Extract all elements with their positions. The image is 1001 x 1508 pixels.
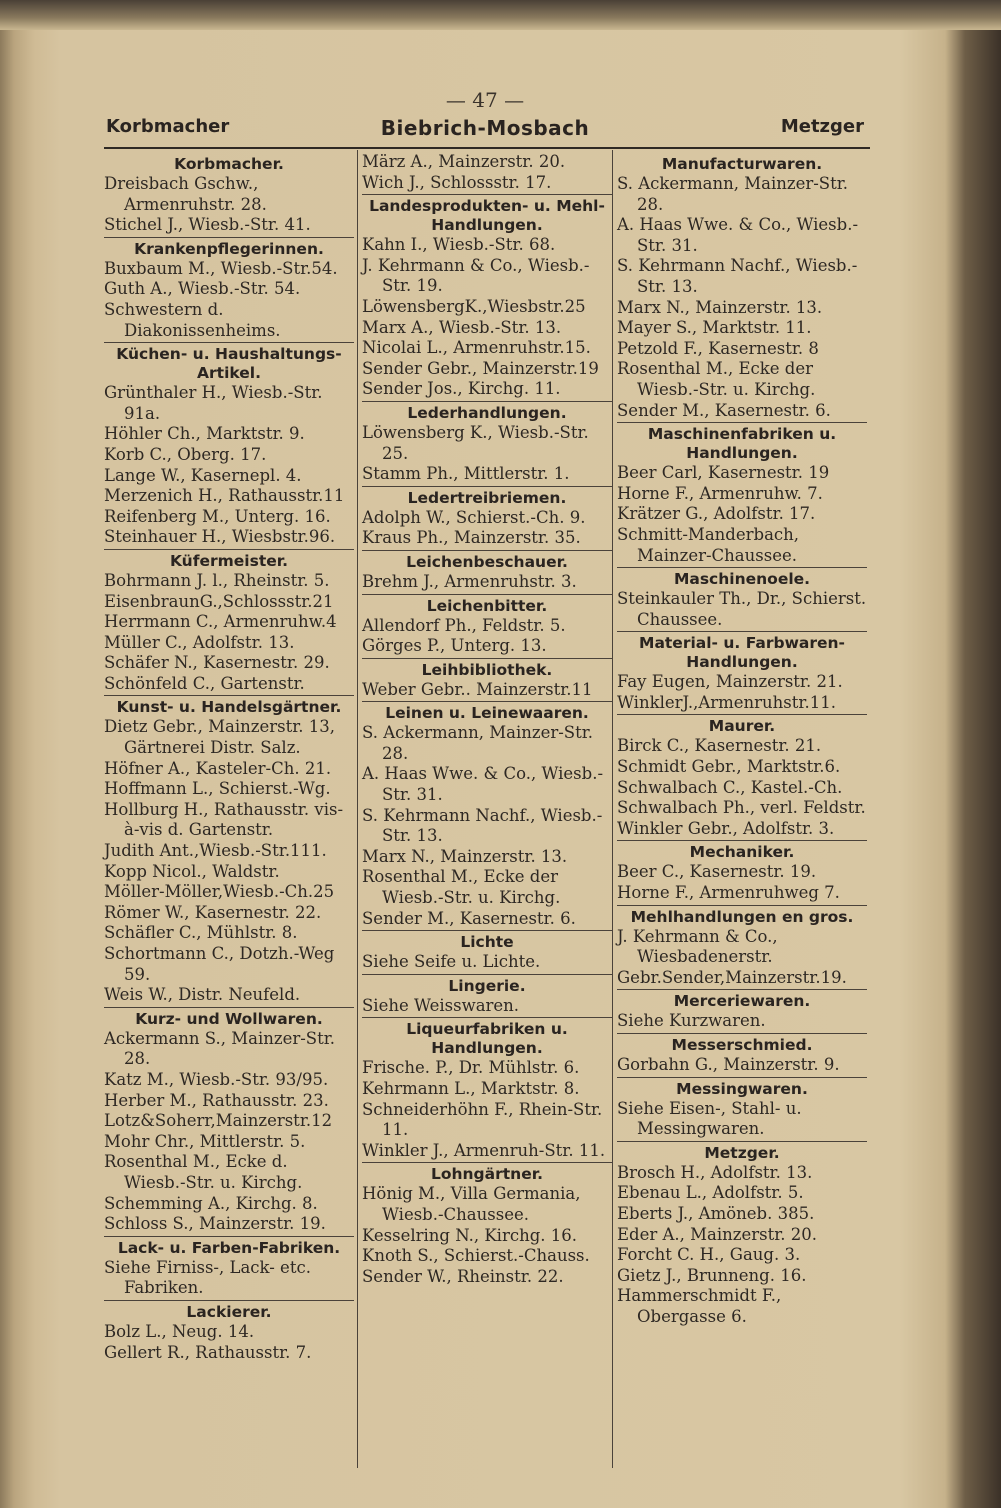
- directory-entry: Höhler Ch., Marktstr. 9.: [104, 424, 305, 444]
- section-heading: Lichte: [362, 930, 612, 952]
- directory-entry: Adolph W., Schierst.-Ch. 9.: [362, 507, 586, 527]
- section-heading: Maschinenfabriken u. Handlungen.: [617, 422, 867, 463]
- directory-section: [104, 549, 354, 695]
- directory-entry: Reifenberg M., Unterg. 16.: [104, 506, 331, 526]
- section-heading: Leinen u. Leinewaaren.: [362, 701, 612, 723]
- section-heading: Lingerie.: [362, 974, 612, 996]
- directory-entry: Bohrmann J. l., Rheinstr. 5.: [104, 570, 330, 590]
- directory-section: [104, 342, 354, 548]
- directory-section: [104, 1007, 354, 1235]
- directory-entry: Lange W., Kasernepl. 4.: [104, 465, 302, 485]
- directory-entry: Brosch H., Adolfstr. 13.: [617, 1162, 813, 1182]
- section-heading: Lack- u. Farben-Fabriken.: [104, 1236, 354, 1258]
- section-heading: Küchen- u. Haushaltungs-Artikel.: [104, 342, 354, 383]
- section-heading: Kurz- und Wollwaren.: [104, 1007, 354, 1029]
- directory-entry: Sender M., Kasernestr. 6.: [362, 908, 576, 928]
- directory-entry: Siehe Weisswaren.: [362, 995, 520, 1015]
- directory-entry: Kesselring N., Kirchg. 16.: [362, 1225, 577, 1245]
- directory-entry: Winkler Gebr., Adolfstr. 3.: [617, 818, 835, 838]
- section-heading: Korbmacher.: [174, 155, 284, 173]
- directory-entry: Schmitt-Manderbach, Mainzer-Chaussee.: [617, 524, 800, 565]
- directory-entry: S. Ackermann, Mainzer-Str. 28.: [362, 723, 594, 763]
- directory-entry: Steinhauer H., Wiesbstr.96.: [104, 527, 336, 547]
- section-heading: Messerschmied.: [617, 1033, 867, 1055]
- section-heading: Küfermeister.: [104, 549, 354, 571]
- directory-entry: S. Kehrmann Nachf., Wiesb.-Str. 13.: [617, 256, 858, 296]
- directory-entry: Bolz L., Neug. 14.: [104, 1321, 255, 1341]
- directory-section: [362, 658, 612, 701]
- directory-entry: Frische. P., Dr. Mühlstr. 6.: [362, 1058, 580, 1078]
- section-heading: Leichenbitter.: [362, 594, 612, 616]
- directory-section: [104, 1300, 354, 1363]
- section-heading: Leihbibliothek.: [362, 658, 612, 680]
- directory-entry: Gorbahn G., Mainzerstr. 9.: [617, 1055, 840, 1074]
- directory-entry: A. Haas Wwe. & Co., Wiesb.-Str. 31.: [362, 764, 604, 805]
- running-head-center: Biebrich-Mosbach: [380, 116, 590, 140]
- directory-entry: Kehrmann L., Marktstr. 8.: [362, 1079, 580, 1098]
- directory-section: [362, 594, 612, 657]
- directory-section: [617, 1077, 867, 1140]
- directory-entry: Herrmann C., Armenruhw.4: [104, 612, 337, 632]
- directory-section: [617, 714, 867, 839]
- directory-entry: Weis W., Distr. Neufeld.: [104, 985, 301, 1005]
- section-heading: Maurer.: [617, 714, 867, 736]
- directory-entry: Knoth S., Schierst.-Chauss.: [362, 1246, 590, 1266]
- section-heading: Landesprodukten- u. Mehl-Handlungen.: [362, 194, 612, 235]
- section-heading: Lederhandlungen.: [362, 401, 612, 423]
- directory-entry: Nicolai L., Armenruhstr.15.: [362, 338, 591, 358]
- directory-entry: Rosenthal M., Ecke d. Wiesb.-Str. u. Kirchg.: [104, 1152, 303, 1192]
- column-divider-2: [612, 150, 613, 1468]
- directory-entry: S. Kehrmann Nachf., Wiesb.-Str. 13.: [362, 805, 603, 846]
- directory-entry: Stamm Ph., Mittlerstr. 1.: [362, 464, 570, 484]
- directory-entry: Gellert R., Rathausstr. 7.: [104, 1342, 312, 1362]
- directory-entry: S. Ackermann, Mainzer-Str. 28.: [617, 174, 849, 214]
- directory-entry: Hammerschmidt F., Obergasse 6.: [617, 1286, 782, 1326]
- directory-section: [104, 237, 354, 341]
- directory-entry: Römer W., Kasernestr. 22.: [104, 902, 322, 922]
- directory-entry: Höfner A., Kasteler-Ch. 21.: [104, 758, 332, 778]
- directory-entry: Dietz Gebr., Mainzerstr. 13, Gärtnerei Distr. Salz.: [104, 717, 336, 758]
- directory-entry: Allendorf Ph., Feldstr. 5.: [362, 615, 566, 635]
- directory-entry: Görges P., Unterg. 13.: [362, 636, 547, 656]
- directory-entry: Weber Gebr.. Mainzerstr.11: [362, 679, 593, 699]
- section-heading: Merceriewaren.: [617, 989, 867, 1011]
- directory-entry: Fay Eugen, Mainzerstr. 21.: [617, 672, 843, 692]
- section-heading: Krankenpflegerinnen.: [104, 237, 354, 259]
- directory-entry: Löwensberg K., Wiesb.-Str. 25.: [362, 422, 589, 463]
- directory-entry: Birck C., Kasernestr. 21.: [617, 736, 822, 756]
- directory-section: [617, 153, 867, 421]
- directory-entry: Schwestern d. Diakonissenheims.: [104, 299, 281, 340]
- directory-section: [104, 695, 354, 1005]
- section-heading: Ledertreibriemen.: [362, 486, 612, 508]
- directory-entry: Mohr Chr., Mittlerstr. 5.: [104, 1131, 306, 1151]
- directory-section: [617, 1033, 867, 1076]
- section-heading: Manufacturwaren.: [661, 155, 823, 173]
- directory-entry: Horne F., Armenruhweg 7.: [617, 883, 840, 903]
- directory-entry: Krätzer G., Adolfstr. 17.: [617, 504, 816, 524]
- directory-entry: Steinkauler Th., Dr., Schierst. Chaussee.: [617, 589, 867, 629]
- directory-entry: Sender Gebr., Mainzerstr.19: [362, 358, 599, 378]
- directory-entry: Ebenau L., Adolfstr. 5.: [617, 1183, 804, 1203]
- directory-entry: Schönfeld C., Gartenstr.: [104, 673, 305, 693]
- directory-entry: Sender W., Rheinstr. 22.: [362, 1266, 564, 1286]
- directory-entry: EisenbraunG.,Schlossstr.21: [104, 591, 334, 611]
- directory-entry: Sender Jos., Kirchg. 11.: [362, 379, 561, 399]
- directory-entry: WinklerJ.,Armenruhstr.11.: [617, 692, 836, 712]
- directory-entry: Schäfler C., Mühlstr. 8.: [104, 923, 298, 943]
- running-head-right: Metzger: [780, 116, 864, 137]
- directory-entry: Schortmann C., Dotzh.-Weg 59.: [104, 944, 335, 984]
- directory-entry: Siehe Seife u. Lichte.: [362, 952, 541, 972]
- directory-entry: Rosenthal M., Ecke der Wiesb.-Str. u. Kirchg.: [362, 867, 561, 908]
- directory-entry: Marx N., Mainzerstr. 13.: [362, 846, 568, 866]
- directory-entry: Mayer S., Marktstr. 11.: [617, 318, 812, 338]
- column-1: [104, 152, 354, 1363]
- directory-section: [362, 486, 612, 549]
- directory-section: [104, 153, 354, 236]
- directory-entry: Gietz J., Brunneng. 16.: [617, 1265, 807, 1285]
- directory-entry: Kahn I., Wiesb.-Str. 68.: [362, 235, 556, 255]
- directory-section: [362, 401, 612, 485]
- directory-section: [362, 550, 612, 593]
- directory-entry: Forcht C. H., Gaug. 3.: [617, 1245, 801, 1265]
- section-heading: Maschinenoele.: [617, 567, 867, 589]
- directory-entry: März A., Mainzerstr. 20.: [362, 152, 566, 171]
- section-heading: Messingwaren.: [617, 1077, 867, 1099]
- section-heading: Leichenbeschauer.: [362, 550, 612, 572]
- directory-entry: Lotz&Soherr,Mainzerstr.12: [104, 1111, 333, 1131]
- header-rule: [104, 147, 870, 149]
- directory-entry: Herber M., Rathausstr. 23.: [104, 1090, 329, 1110]
- directory-entry: Eberts J., Amöneb. 385.: [617, 1203, 815, 1223]
- directory-section: [362, 1017, 612, 1161]
- directory-entry: Wich J., Schlossstr. 17.: [362, 172, 552, 192]
- directory-entry: Merzenich H., Rathausstr.11: [104, 486, 345, 506]
- directory-entry: LöwensbergK.,Wiesbstr.25: [362, 296, 586, 316]
- directory-section: [617, 1141, 867, 1328]
- column-2: [362, 152, 612, 1287]
- directory-entry: Siehe Firniss-, Lack- etc. Fabriken.: [104, 1257, 311, 1298]
- directory-entry: Schloss S., Mainzerstr. 19.: [104, 1214, 326, 1234]
- directory-section: [617, 989, 867, 1032]
- section-heading: Mechaniker.: [617, 840, 867, 862]
- directory-section: [362, 1162, 612, 1287]
- directory-entry: Buxbaum M., Wiesb.-Str.54.: [104, 258, 338, 278]
- directory-section: [617, 631, 867, 713]
- directory-entry: Hoffmann L., Schierst.-Wg.: [104, 779, 331, 799]
- directory-section: [362, 701, 612, 929]
- directory-entry: Stichel J., Wiesb.-Str. 41.: [104, 215, 311, 235]
- section-heading: Material- u. Farbwaren-Handlungen.: [617, 631, 867, 672]
- directory-section: [362, 930, 612, 973]
- directory-entry: Schneiderhöhn F., Rhein-Str. 11.: [362, 1099, 603, 1140]
- directory-entry: Sender M., Kasernestr. 6.: [617, 400, 831, 420]
- directory-entry: Schäfer N., Kasernestr. 29.: [104, 653, 330, 673]
- directory-entry: Hollburg H., Rathausstr. vis-à-vis d. Gartenstr.: [104, 799, 344, 840]
- directory-entry: Gebr.Sender,Mainzerstr.19.: [617, 967, 847, 987]
- section-heading: Liqueurfabriken u. Handlungen.: [362, 1017, 612, 1058]
- directory-entry: J. Kehrmann & Co., Wiesb.-Str. 19.: [362, 255, 590, 296]
- page-top-edge: [0, 0, 1001, 30]
- directory-section: [104, 1236, 354, 1299]
- directory-section: [362, 974, 612, 1017]
- section-heading: Lohngärtner.: [362, 1162, 612, 1184]
- directory-entry: Rosenthal M., Ecke der Wiesb.-Str. u. Kirchg.: [617, 359, 816, 399]
- directory-entry: Dreisbach Gschw., Armenruhstr. 28.: [104, 174, 267, 214]
- directory-entry: Möller-Möller,Wiesb.-Ch.25: [104, 882, 335, 902]
- directory-entry: Schwalbach C., Kastel.-Ch.: [617, 777, 843, 797]
- page-content: [100, 86, 870, 1386]
- directory-entry: Marx A., Wiesb.-Str. 13.: [362, 317, 562, 337]
- directory-entry: Hönig M., Villa Germania, Wiesb.-Chaussee.: [362, 1184, 581, 1224]
- directory-section: [617, 840, 867, 903]
- directory-entry: Schemming A., Kirchg. 8.: [104, 1193, 318, 1213]
- directory-entry: J. Kehrmann & Co., Wiesbadenerstr.: [617, 926, 778, 967]
- directory-entry: Schmidt Gebr., Marktstr.6.: [617, 757, 841, 777]
- directory-entry: Petzold F., Kasernestr. 8: [617, 338, 819, 358]
- section-heading: Kunst- u. Handelsgärtner.: [104, 695, 354, 717]
- directory-entry: Kopp Nicol., Waldstr.: [104, 861, 280, 881]
- directory-entry: Kraus Ph., Mainzerstr. 35.: [362, 528, 581, 548]
- directory-entry: Marx N., Mainzerstr. 13.: [617, 297, 823, 317]
- directory-entry: Beer C., Kasernestr. 19.: [617, 862, 817, 882]
- directory-entry: Ackermann S., Mainzer-Str. 28.: [104, 1028, 336, 1069]
- section-heading: Metzger.: [617, 1141, 867, 1163]
- directory-section: [617, 905, 867, 989]
- directory-entry: Guth A., Wiesb.-Str. 54.: [104, 279, 301, 299]
- directory-entry: Schwalbach Ph., verl. Feldstr.: [617, 798, 866, 818]
- directory-entry: Winkler J., Armenruh-Str. 11.: [362, 1140, 606, 1160]
- directory-section: [362, 194, 612, 400]
- directory-entry: Korb C., Oberg. 17.: [104, 444, 267, 464]
- directory-entry: Katz M., Wiesb.-Str. 93/95.: [104, 1069, 329, 1089]
- directory-section: [617, 567, 867, 630]
- directory-entry: Judith Ant.,Wiesb.-Str.111.: [104, 841, 327, 861]
- directory-section: [362, 152, 612, 193]
- section-heading: Mehlhandlungen en gros.: [617, 905, 867, 927]
- running-head-left: Korbmacher: [106, 116, 230, 137]
- column-3: [617, 152, 867, 1328]
- directory-entry: Grünthaler H., Wiesb.-Str. 91a.: [104, 383, 323, 423]
- directory-entry: Eder A., Mainzerstr. 20.: [617, 1224, 818, 1244]
- column-divider-1: [357, 150, 358, 1468]
- directory-entry: A. Haas Wwe. & Co., Wiesb.-Str. 31.: [617, 215, 859, 255]
- directory-entry: Müller C., Adolfstr. 13.: [104, 632, 295, 652]
- page-number: — 47 —: [445, 88, 525, 112]
- section-heading: Lackierer.: [104, 1300, 354, 1322]
- directory-entry: Beer Carl, Kasernestr. 19: [617, 463, 830, 483]
- directory-entry: Siehe Eisen-, Stahl- u. Messingwaren.: [617, 1098, 802, 1139]
- directory-section: [617, 422, 867, 566]
- directory-entry: Brehm J., Armenruhstr. 3.: [362, 571, 577, 591]
- directory-entry: Siehe Kurzwaren.: [617, 1011, 766, 1031]
- directory-entry: Horne F., Armenruhw. 7.: [617, 483, 823, 503]
